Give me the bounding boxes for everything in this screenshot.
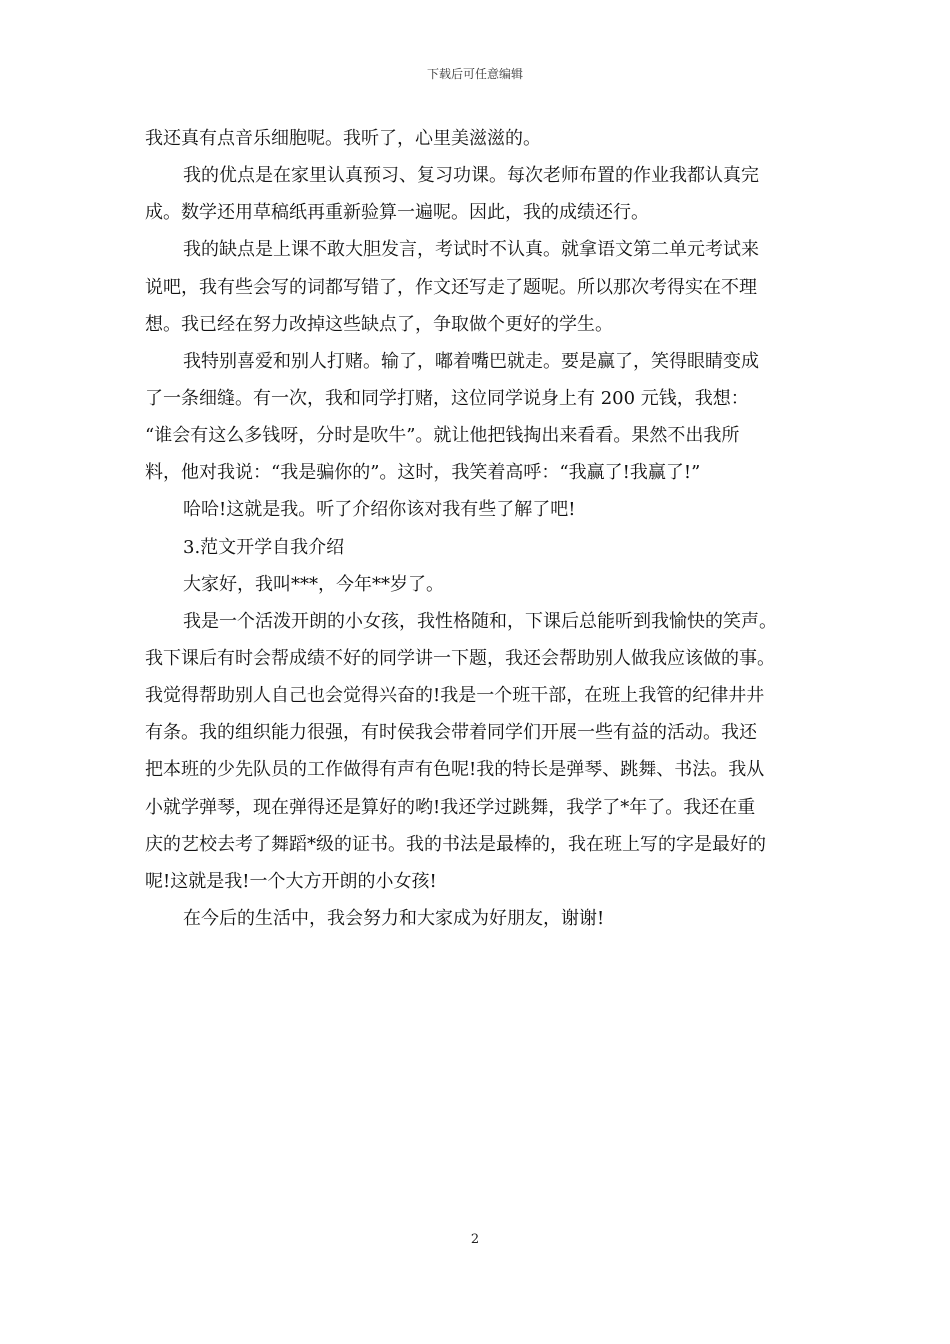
text-line: 成。数学还用草稿纸再重新验算一遍呢。因此，我的成绩还行。 [145,202,649,224]
text-line: 哈哈!这就是我。听了介绍你该对我有些了解了吧! [183,499,576,521]
section-heading: 3.范文开学自我介绍 [183,536,345,558]
text-line: 我的优点是在家里认真预习、复习功课。每次老师布置的作业我都认真完 [183,165,759,187]
text-line: 想。我已经在努力改掉这些缺点了，争取做个更好的学生。 [145,313,613,335]
text-line: 我觉得帮助别人自己也会觉得兴奋的!我是一个班干部，在班上我管的纪律井井 [145,685,765,707]
text-line: 我特别喜爱和别人打赌。输了，嘟着嘴巴就走。要是赢了，笑得眼睛变成 [183,350,759,372]
text-line: 说吧，我有些会写的词都写错了，作文还写走了题呢。所以那次考得实在不理 [145,276,757,298]
text-line: 在今后的生活中，我会努力和大家成为好朋友，谢谢! [183,907,605,929]
text-line: 我还真有点音乐细胞呢。我听了，心里美滋滋的。 [145,128,541,149]
page-header: 下载后可任意编辑 [426,67,523,81]
text-line: “谁会有这么多钱呀，分时是吹牛”。就让他把钱掏出来看看。果然不出我所 [145,425,740,447]
text-line: 我下课后有时会帮成绩不好的同学讲一下题，我还会帮助别人做我应该做的事。 [145,647,775,669]
text-line: 把本班的少先队员的工作做得有声有色呢!我的特长是弹琴、跳舞、书法。我从 [145,759,765,781]
text-line: 庆的艺校去考了舞蹈*级的证书。我的书法是最棒的，我在班上写的字是最好的 [145,833,766,855]
text-line: 料，他对我说：“我是骗你的”。这时，我笑着高呼：“我赢了!我赢了!” [145,462,701,484]
text-line: 呢!这就是我!一个大方开朗的小女孩! [145,870,437,892]
text-line: 我的缺点是上课不敢大胆发言，考试时不认真。就拿语文第二单元考试来 [183,239,759,261]
text-line: 了一条细缝。有一次，我和同学打赌，这位同学说身上有 200 元钱，我想： [145,387,749,409]
text-line: 有条。我的组织能力很强，有时侯我会带着同学们开展一些有益的活动。我还 [145,722,757,744]
text-line: 小就学弹琴，现在弹得还是算好的哟!我还学过跳舞，我学了*年了。我还在重 [145,796,756,818]
document-body [145,120,807,937]
text-line: 我是一个活泼开朗的小女孩，我性格随和，下课后总能听到我愉快的笑声。 [183,610,777,632]
page-number: 2 [470,1232,480,1247]
text-line: 大家好，我叫***，今年**岁了。 [183,573,444,595]
